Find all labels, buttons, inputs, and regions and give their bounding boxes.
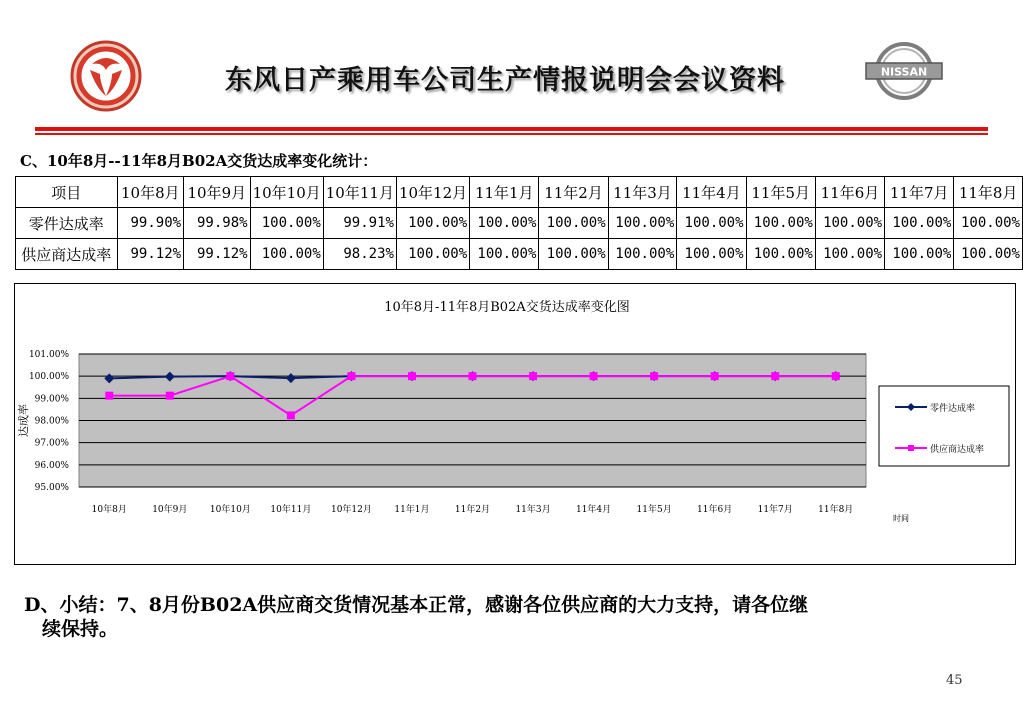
- x-tick-label: 11年4月: [575, 505, 612, 515]
- table-row-label: 供应商达成率: [16, 239, 118, 270]
- table-header-month: 11年3月: [608, 177, 677, 208]
- table-cell: 100.00%: [539, 208, 608, 239]
- summary-line-2: 续保持。: [42, 618, 119, 640]
- line-chart: [14, 283, 1016, 565]
- chart-svg: [15, 284, 1015, 564]
- table-cell: 99.12%: [117, 239, 184, 270]
- table-cell: 100.00%: [608, 208, 677, 239]
- x-tick-label: 10年9月: [152, 505, 188, 515]
- nissan-logo: [864, 40, 944, 102]
- stats-table: [15, 176, 1023, 270]
- data-point-square: [408, 372, 416, 380]
- table-cell: 100.00%: [470, 208, 539, 239]
- data-point-square: [771, 372, 779, 380]
- x-tick-label: 11年5月: [636, 505, 672, 515]
- y-tick-label: 98.00%: [34, 416, 69, 427]
- table-header-month: 11年6月: [815, 177, 884, 208]
- table-cell: 100.00%: [885, 208, 954, 239]
- table-header-month: 11年7月: [885, 177, 954, 208]
- table-header-row: [16, 177, 1023, 208]
- table-header-month: 10年8月: [117, 177, 184, 208]
- y-tick-label: 101.00%: [28, 350, 69, 360]
- table-cell: 100.00%: [677, 239, 746, 270]
- section-d-summary: [24, 593, 984, 641]
- y-tick-label: 95.00%: [34, 483, 69, 493]
- x-tick-label: 11年8月: [818, 505, 854, 515]
- table-header-month: 10年11月: [323, 177, 396, 208]
- x-tick-label: 11年3月: [515, 505, 551, 515]
- page-number: 45: [946, 673, 963, 688]
- table-cell: 100.00%: [746, 239, 815, 270]
- table-cell: 100.00%: [539, 239, 608, 270]
- table-header-month: 11年2月: [539, 177, 608, 208]
- x-tick-label: 11年1月: [394, 505, 430, 515]
- x-axis-label: 时间: [893, 514, 909, 523]
- page-title: 东风日产乘用车公司生产情报说明会会议资料: [225, 65, 785, 96]
- header-divider: [35, 127, 988, 131]
- nissan-logo-text: NISSAN: [880, 65, 928, 79]
- table-row-label: 零件达成率: [16, 208, 118, 239]
- legend-marker-square: [908, 445, 914, 451]
- data-point-square: [832, 372, 840, 380]
- data-point-square: [711, 372, 719, 380]
- table-cell: 99.90%: [117, 208, 184, 239]
- table-cell: 100.00%: [396, 239, 469, 270]
- x-tick-label: 11年6月: [697, 505, 733, 515]
- table-row: [16, 239, 1023, 270]
- x-tick-label: 11年2月: [454, 505, 491, 515]
- section-c-heading: C、10年8月--11年8月B02A交货达成率变化统计：: [20, 152, 378, 170]
- y-tick-label: 99.00%: [34, 394, 69, 405]
- table-header-item: 项目: [16, 177, 118, 208]
- data-point-square: [287, 411, 295, 419]
- data-point-square: [650, 372, 658, 380]
- table-row: [16, 208, 1023, 239]
- table-cell: 100.00%: [954, 239, 1023, 270]
- data-point-square: [469, 372, 477, 380]
- table-header-month: 10年9月: [184, 177, 251, 208]
- table-header-month: 11年1月: [470, 177, 539, 208]
- table-header-month: 10年10月: [250, 177, 323, 208]
- table-cell: 100.00%: [250, 239, 323, 270]
- header-divider-thin: [35, 133, 988, 135]
- y-tick-label: 96.00%: [34, 460, 69, 471]
- table-header-month: 10年12月: [396, 177, 469, 208]
- table-header-month: 11年4月: [677, 177, 746, 208]
- table-cell: 100.00%: [608, 239, 677, 270]
- data-point-square: [529, 372, 537, 380]
- x-tick-label: 10年8月: [91, 505, 127, 515]
- table-cell: 100.00%: [815, 239, 884, 270]
- table-cell: 100.00%: [746, 208, 815, 239]
- table-header-month: 11年5月: [746, 177, 815, 208]
- legend-label: 供应商达成率: [930, 445, 985, 455]
- table-cell: 100.00%: [954, 208, 1023, 239]
- summary-line-1: D、小结：7、8月份B02A供应商交货情况基本正常，感谢各位供应商的大力支持，请各位继: [24, 594, 809, 616]
- x-tick-label: 10年11月: [270, 505, 312, 515]
- table-cell: 100.00%: [885, 239, 954, 270]
- data-point-square: [105, 392, 113, 400]
- table-cell: 100.00%: [815, 208, 884, 239]
- data-point-square: [166, 392, 174, 400]
- table-cell: 100.00%: [396, 208, 469, 239]
- y-tick-label: 97.00%: [34, 438, 69, 449]
- table-cell: 100.00%: [470, 239, 539, 270]
- y-axis-label: 达成率: [17, 404, 30, 437]
- table-cell: 100.00%: [250, 208, 323, 239]
- dongfeng-logo: [70, 40, 142, 112]
- data-point-square: [347, 372, 355, 380]
- data-point-square: [226, 372, 234, 380]
- x-tick-label: 10年12月: [330, 505, 372, 515]
- x-tick-label: 10年10月: [209, 505, 251, 515]
- table-cell: 98.23%: [323, 239, 396, 270]
- legend-label: 零件达成率: [930, 404, 976, 414]
- data-point-square: [590, 372, 598, 380]
- x-tick-label: 11年7月: [757, 505, 793, 515]
- table-cell: 99.91%: [323, 208, 396, 239]
- table-cell: 99.98%: [184, 208, 251, 239]
- table-cell: 99.12%: [184, 239, 251, 270]
- table-header-month: 11年8月: [954, 177, 1023, 208]
- chart-title: 10年8月-11年8月B02A交货达成率变化图: [384, 300, 630, 315]
- table-cell: 100.00%: [677, 208, 746, 239]
- y-tick-label: 100.00%: [28, 372, 69, 383]
